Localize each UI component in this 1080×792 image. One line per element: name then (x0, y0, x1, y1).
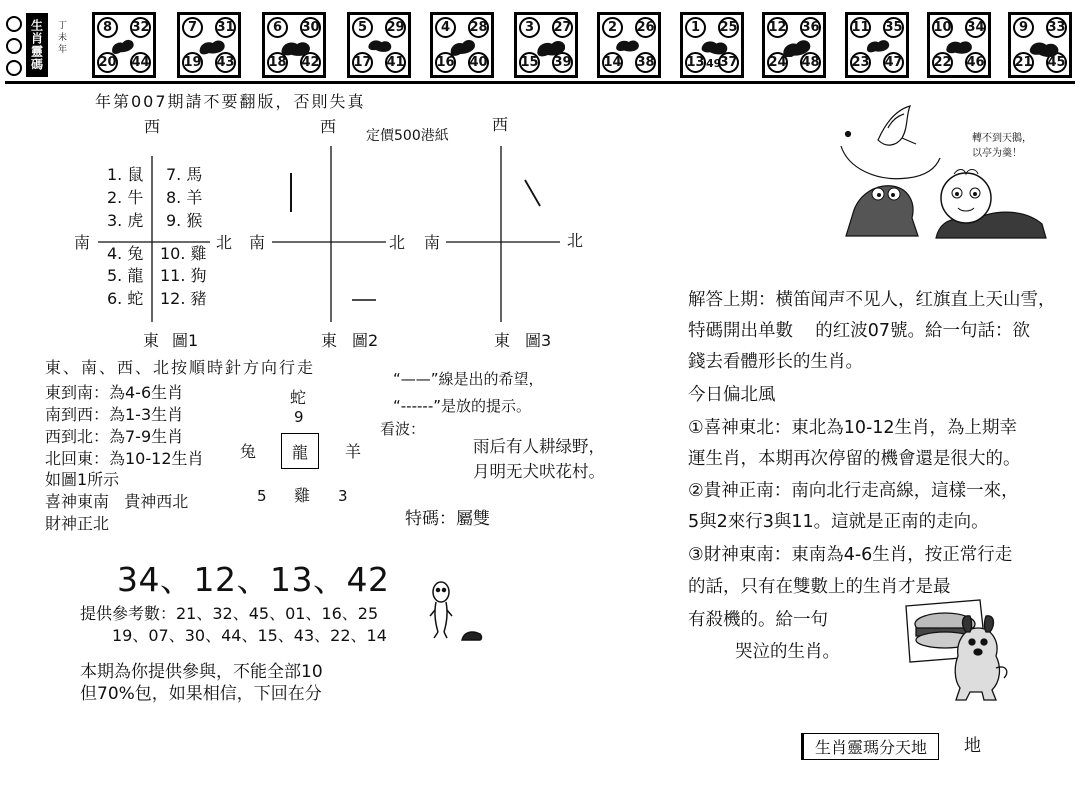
zodiac-number: 41 (385, 52, 406, 73)
zodiac-number: 44 (130, 52, 151, 73)
zodiac-number: 40 (468, 52, 489, 73)
zodiac-box (92, 12, 156, 78)
grid-bottom-left: 5 (257, 487, 267, 505)
zodiac-number: 49 (706, 57, 722, 70)
pig-icon (1025, 35, 1059, 57)
zodiac-list-item: 6. 蛇 (107, 289, 144, 308)
footer-tail: 地 (964, 736, 981, 756)
zodiac-box (430, 12, 494, 78)
rat-icon (109, 35, 143, 57)
zodiac-list-item: 9. 猴 (166, 211, 203, 230)
compass-east-label: 東 (321, 331, 338, 350)
zodiac-number: 28 (468, 17, 489, 38)
grid-bottom-right: 3 (338, 487, 348, 505)
compass-south-label: 南 (249, 233, 266, 252)
dog-icon (944, 35, 978, 57)
zodiac-number: 20 (97, 52, 118, 73)
zodiac-list-item: 2. 牛 (107, 188, 144, 207)
rule-line: 東、南、西、北按順時針方向行走 (45, 358, 316, 377)
zodiac-number: 6 (267, 17, 288, 38)
zodiac-number: 37 (718, 52, 739, 73)
cartoon-swan-icon (836, 98, 1048, 240)
rule-line: 南到西：為1-3生肖 (45, 405, 184, 424)
zodiac-number: 36 (800, 17, 821, 38)
zodiac-box (177, 12, 241, 78)
cartoon-right-character-icon (936, 170, 1046, 239)
goat-icon (697, 35, 731, 57)
zodiac-number: 35 (883, 17, 904, 38)
zodiac-list-item: 1. 鼠 (107, 165, 144, 184)
snake-icon (531, 35, 565, 57)
zodiac-number: 29 (385, 17, 406, 38)
cartoon-dog-burger-icon (900, 598, 1015, 702)
zodiac-box (845, 12, 909, 78)
legend-line: “——”線是出的希望， (393, 370, 544, 388)
zodiac-number: 48 (800, 52, 821, 73)
zodiac-number: 18 (267, 52, 288, 73)
copyright-notice: 年第007期請不要翻版，否則失真 (95, 92, 366, 111)
zodiac-number: 15 (519, 52, 540, 73)
answer-line: ①喜神東北：東北為10-12生肖，為上期幸 (688, 418, 1018, 438)
grid-bottom: 雞 (294, 486, 311, 505)
answer-line: 解答上期：横笛闻声不见人，红旗直上天山雪， (688, 290, 1056, 310)
zodiac-number: 5 (352, 17, 373, 38)
zodiac-box (262, 12, 326, 78)
zodiac-number: 17 (352, 52, 373, 73)
zodiac-box (514, 12, 578, 78)
reference-line: 19、07、30、44、15、43、22、14 (112, 626, 387, 645)
compass-south-label: 南 (74, 233, 91, 252)
diagram3-diagonal-line (525, 180, 540, 206)
rule-line: 喜神東南 貴神西北 (45, 492, 189, 511)
zodiac-number: 45 (1046, 52, 1067, 73)
rule-line: 西到北：為7-9生肖 (45, 427, 184, 446)
footer-title: 生肖靈瑪分天地 (814, 738, 927, 757)
zodiac-box (1008, 12, 1072, 78)
poem-line: 月明无犬吠花村。 (473, 462, 605, 481)
poem-line: 雨后有人耕绿野， (473, 437, 605, 456)
ox-icon (194, 35, 228, 57)
zodiac-number: 34 (965, 17, 986, 38)
rule-line: 東到南：為4-6生肖 (45, 383, 184, 402)
zodiac-number: 38 (635, 52, 656, 73)
compass-west-label: 西 (492, 115, 509, 134)
rule-line: 如圖1所示 (45, 470, 120, 489)
diagram-caption: 圖2 (352, 331, 379, 350)
zodiac-number: 16 (435, 52, 456, 73)
zodiac-box (680, 12, 744, 78)
grid-top: 蛇 (290, 388, 307, 407)
compass-west-label: 西 (320, 117, 337, 136)
zodiac-number: 11 (850, 17, 871, 38)
zodiac-box (762, 12, 826, 78)
zodiac-list-item: 11. 狗 (160, 266, 207, 285)
zodiac-list-item: 8. 羊 (166, 188, 203, 207)
compass-north-label: 北 (389, 233, 406, 252)
binder-ring-icon (6, 60, 22, 76)
rooster-icon (862, 35, 896, 57)
answer-line: 錢去看體形长的生肖。 (688, 352, 863, 372)
grid-top-number: 9 (294, 408, 304, 426)
price-label: 定價500港紙 (366, 128, 449, 144)
zodiac-number: 14 (602, 52, 623, 73)
tiger-icon (279, 35, 313, 57)
zodiac-number: 43 (215, 52, 236, 73)
year-label: 丁未年 (56, 20, 66, 56)
zodiac-box (927, 12, 991, 78)
zodiac-number: 25 (718, 17, 739, 38)
cartoon-caption-line: 轉不到天鵝， (972, 133, 1032, 144)
zodiac-number: 7 (182, 17, 203, 38)
answer-line: ②貴神正南：南向北行走高線，這樣一來， (688, 481, 1019, 501)
compass-north-label: 北 (567, 231, 584, 250)
rule-line: 財神正北 (45, 514, 110, 533)
disclaimer-line: 但70%包，如果相信，下回在分 (80, 684, 322, 704)
zodiac-number: 33 (1046, 17, 1067, 38)
small-cartoon-figure-icon (426, 576, 488, 644)
zodiac-number: 27 (552, 17, 573, 38)
binder-ring-icon (6, 38, 22, 54)
diagram-caption: 圖1 (172, 331, 199, 350)
main-numbers: 34、12、13、42 (117, 560, 390, 599)
zodiac-number: 12 (767, 17, 788, 38)
compass-east-label: 東 (143, 331, 160, 350)
zodiac-number: 13 (685, 52, 706, 73)
binder-ring-icon (6, 16, 22, 32)
answer-line: 5與2來行3與11。這就是正南的走向。 (688, 512, 989, 532)
special-code: 特碼：屬雙 (405, 509, 490, 529)
zodiac-list-item: 10. 雞 (160, 244, 207, 263)
horse-icon (614, 35, 648, 57)
zodiac-number: 19 (182, 52, 203, 73)
zodiac-list-item: 3. 虎 (107, 211, 144, 230)
zodiac-number: 32 (130, 17, 151, 38)
answer-line: ③財神東南：東南為4-6生肖，按正常行走 (688, 545, 1013, 565)
reference-line: 提供參考數：21、32、45、01、16、25 (80, 604, 379, 623)
zodiac-number: 3 (519, 17, 540, 38)
zodiac-number: 9 (1013, 17, 1034, 38)
zodiac-number: 4 (435, 17, 456, 38)
zodiac-number: 31 (215, 17, 236, 38)
zodiac-box (347, 12, 411, 78)
cartoon-left-character-icon (846, 186, 918, 236)
disclaimer-line: 本期為你提供參與，不能全部10 (80, 662, 323, 682)
zodiac-number: 10 (932, 17, 953, 38)
compass-south-label: 南 (424, 233, 441, 252)
zodiac-list-item: 5. 龍 (107, 266, 144, 285)
grid-center: 龍 (291, 442, 308, 462)
zodiac-number: 23 (850, 52, 871, 73)
zodiac-number: 8 (97, 17, 118, 38)
rule-line: 北回東：為10-12生肖 (45, 449, 204, 468)
zodiac-number: 47 (883, 52, 904, 73)
zodiac-number: 39 (552, 52, 573, 73)
zodiac-number: 24 (767, 52, 788, 73)
compass-west-label: 西 (144, 117, 161, 136)
answer-line: 運生肖，本期再次停留的機會還是很大的。 (688, 449, 1021, 469)
answer-line: 的話，只有在雙數上的生肖才是最 (688, 577, 951, 597)
zodiac-list-item: 4. 兔 (107, 244, 144, 263)
dragon-icon (447, 35, 481, 57)
zodiac-number: 22 (932, 52, 953, 73)
brand-label: 生肖靈碼 (26, 13, 48, 77)
diagram-caption: 圖3 (525, 331, 552, 350)
grid-left: 兔 (240, 442, 257, 461)
zodiac-number: 21 (1013, 52, 1034, 73)
rabbit-icon (364, 35, 398, 57)
compass-east-label: 東 (494, 331, 511, 350)
monkey-icon (779, 35, 813, 57)
compass-north-label: 北 (216, 233, 233, 252)
zodiac-number: 1 (685, 17, 706, 38)
grid-right: 羊 (345, 442, 362, 461)
grid-center-box (281, 433, 319, 469)
zodiac-number: 26 (635, 17, 656, 38)
header-divider (5, 81, 1075, 84)
zodiac-number: 2 (602, 17, 623, 38)
zodiac-box (597, 12, 661, 78)
answer-line: 今日偏北風 (688, 385, 776, 405)
cartoon-caption-line: 以亭为羹！ (972, 148, 1022, 159)
footer-title-box (801, 733, 939, 760)
answer-line: 有殺機的。給一句 (688, 610, 828, 630)
zodiac-number: 30 (300, 17, 321, 38)
zodiac-list-item: 12. 豬 (160, 289, 207, 308)
poem-label: 看波： (380, 420, 426, 438)
legend-line: “------”是放的提示。 (393, 397, 532, 415)
zodiac-number: 42 (300, 52, 321, 73)
zodiac-number: 46 (965, 52, 986, 73)
answer-line: 特碼開出单數 的红波07號。給一句話：欲 (688, 321, 1031, 341)
zodiac-list-item: 7. 馬 (166, 165, 203, 184)
answer-line: 哭泣的生肖。 (735, 642, 840, 662)
